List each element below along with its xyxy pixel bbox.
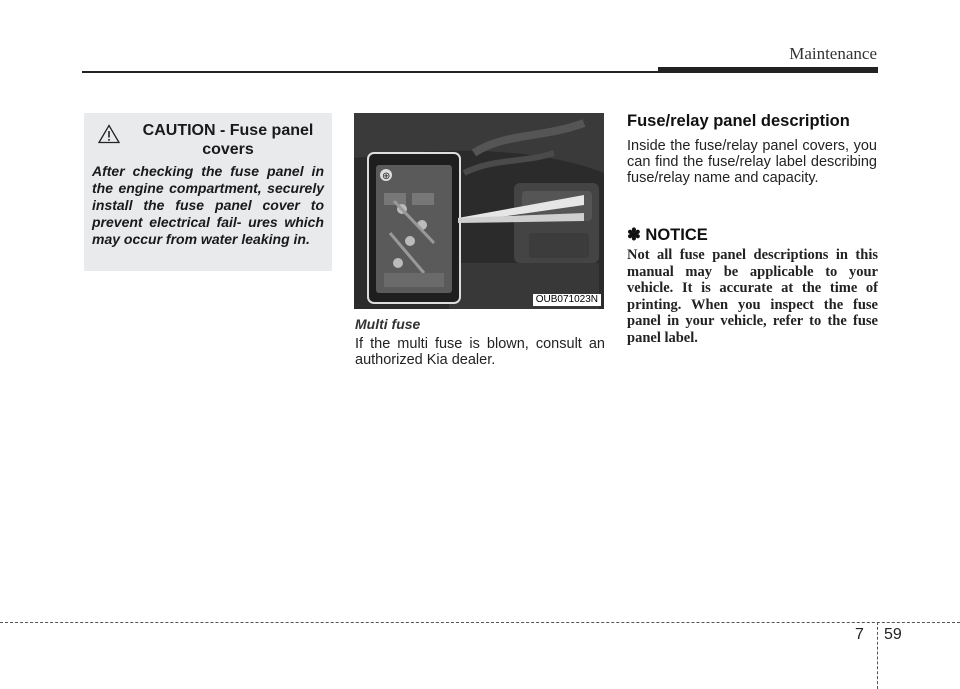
description-heading: Fuse/relay panel description: [627, 112, 850, 130]
caution-body: After checking the fuse panel in the engine compartment, securely install the fuse panel cover to prevent electrical fail- ures which may occur from water leaking in.: [92, 163, 324, 247]
caution-title-line2: covers: [202, 141, 254, 158]
section-title: Maintenance: [789, 44, 877, 63]
chapter-number: 7: [855, 626, 864, 643]
footer-divider: [877, 622, 878, 689]
notice-heading: ✽ NOTICE: [627, 226, 708, 244]
header-rule: [82, 71, 658, 73]
fuse-box-illustration: [354, 113, 604, 309]
notice-text: Not all fuse panel descriptions in this manual may be applicable to your vehicle. It is accurate at the time of printing. When you inspect the fuse panel in your vehicle, refer to the fuse panel label.: [627, 247, 878, 346]
page-number: 59: [884, 626, 902, 643]
multi-fuse-text: If the multi fuse is blown, consult an authorized Kia dealer.: [355, 336, 605, 368]
engine-fuse-photo: [354, 113, 604, 309]
description-text: Inside the fuse/relay panel covers, you can find the fuse/relay label describing fuse/relay name and capacity.: [627, 138, 877, 186]
caution-title-line1: CAUTION - Fuse panel: [142, 122, 314, 139]
photo-id-label: OUB071023N: [533, 294, 601, 306]
caution-box: [84, 113, 332, 271]
multi-fuse-caption: Multi fuse: [355, 316, 421, 332]
caution-title: [128, 121, 328, 159]
header-rule-accent: [658, 67, 878, 73]
svg-text:⊕: ⊕: [382, 171, 391, 182]
warning-triangle-icon: [98, 124, 120, 144]
footer-rule: [0, 622, 960, 623]
